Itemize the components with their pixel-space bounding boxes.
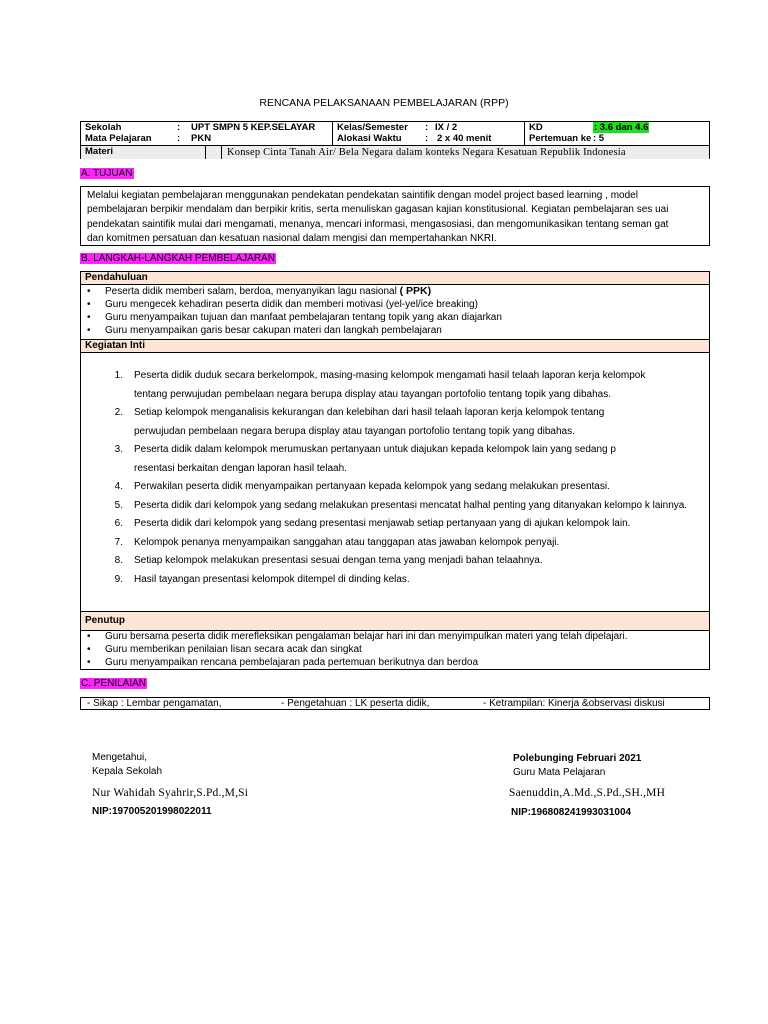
item-text: Peserta didik dari kelompok yang sedang melakukan presentasi mencatat halhal penting yang ditanyakan kelompo k lainnya. [134,499,688,511]
materi-label: Materi [85,146,113,157]
tujuan-line: pembelajaran berpikir mendalam dan berpikir kritis, serta menuliskan gagasan kajian konstitusional. Kegiatan pembelajaran ses uai [87,204,669,216]
signature-right [513,752,641,780]
penilaian-pengetahuan: - Pengetahuan : LK peserta didik, [281,698,430,709]
item-text: Perwakilan peserta didik menyampaikan pertanyaan kepada kelompok yang sedang melakukan presentasi. [134,481,610,492]
item-number: 3. [114,444,123,455]
mapel-colon: : [177,133,181,144]
principal-nip: NIP:197005201998022011 [92,806,212,817]
penutup-list [81,630,701,669]
tujuan-line: Melalui kegiatan pembelajaran menggunakan pendekatan pendekatan saintifik dengan model project based learning , model [87,190,638,201]
signature-left [92,751,162,779]
kd-value: : 3.6 dan 4.6 [594,122,649,133]
item-number: 9. [114,573,123,585]
tujuan-heading: A. TUJUAN [81,168,133,179]
list-item: • Guru menyampaikan rencana pembelajaran pada pertemuan berikutnya dan berdoa [81,656,701,669]
pendahuluan-list [81,285,701,337]
column-divider [524,122,525,145]
item-number: 4. [114,481,123,492]
kegiatan-inti-header: Kegiatan Inti [81,339,709,353]
item-number: 1. [114,370,123,381]
sekolah-colon: : [177,122,181,133]
item-number: 6. [114,518,123,529]
penilaian-sikap: - Sikap : Lembar pengamatan, [87,698,222,709]
pendahuluan-header: Pendahuluan [81,271,709,285]
item-number: 2. [114,407,123,418]
teacher-name: Saenuddin,A.Md.,S.Pd.,SH.,MH [509,787,666,799]
langkah-box [80,271,710,670]
materi-colon-cell [205,146,222,159]
penutup-header: Penutup [81,611,709,631]
list-item: • Peserta didik memberi salam, berdoa, menyanyikan lagu nasional ( PPK) [81,285,701,298]
column-divider [332,122,333,145]
mapel-label: Mata Pelajaran [85,133,152,144]
penilaian-keterampilan: - Ketrampilan: Kinerja &observasi diskusi [483,698,665,709]
list-item: • Guru memberikan penilaian lisan secara acak dan singkat [81,643,701,656]
ppk-tag: ( PPK) [399,285,432,297]
mapel-value: PKN [191,133,212,144]
tujuan-box [80,186,710,246]
list-item: • Guru menyampaikan tujuan dan manfaat pembelajaran tentang topik yang akan diajarkan [81,311,701,324]
alokasi-colon: : [425,133,429,144]
kd-label: KD [529,122,543,133]
item-text: Hasil tayangan presentasi kelompok ditempel di dinding kelas. [134,573,410,585]
penilaian-heading: C. PENILAIAN [81,678,147,689]
item-text: Setiap kelompok melakukan presentasi sesuai dengan tema yang menjadi bahan telaahnya. [134,555,543,566]
item-text: Peserta didik duduk secara berkelompok, masing-masing kelompok mengamati hasil telaah laporan kerja kelompok [134,370,646,381]
sign-right-line2: Guru Mata Pelajaran [513,767,606,778]
item-number: 8. [114,555,123,566]
tujuan-line: pendekatan saintifik mulai dari mengamati, menanya, mencari informasi, mengasosiasi, dan mengomunikasikan tentang seman gat [87,218,669,230]
alokasi-label: Alokasi Waktu [337,133,402,144]
item-text: Peserta didik dalam kelompok merumuskan pertanyaan untuk diajukan kepada kelompok lain yang sedang p [134,444,616,455]
pertemuan-label: Pertemuan ke [529,133,592,144]
item-text: resentasi berkaitan dengan laporan hasil telaah. [134,462,347,474]
pertemuan-value: : 5 [593,133,605,144]
item-text: Kelompok penanya menyampaikan sanggahan atau tanggapan atas jawaban kelompok penyaji. [134,536,560,548]
kelas-label: Kelas/Semester [337,122,408,133]
identity-table [80,121,710,159]
item-text: Setiap kelompok menganalisis kekurangan dan kelebihan dari hasil telaah laporan kerja kelompok tentang [134,407,605,418]
sign-left-line1: Mengetahui, [92,752,148,763]
principal-name: Nur Wahidah Syahrir,S.Pd.,M,Si [92,787,249,799]
penilaian-box [80,697,710,710]
sekolah-value: UPT SMPN 5 KEP.SELAYAR [191,122,316,133]
list-item: • Guru mengecek kehadiran peserta didik dan memberi motivasi (yel-yel/ice breaking) [81,298,701,311]
alokasi-value: 2 x 40 menit [437,133,492,144]
list-item: • Guru menyampaikan garis besar cakupan materi dan langkah pembelajaran [81,324,701,337]
item-text: perwujudan pembelaan negara berupa display atau tayangan portofolio tentang topik yang dibahas. [134,425,575,437]
langkah-heading: B. LANGKAH-LANGKAH PEMBELAJARAN [81,253,275,264]
item-text: tentang perwujudan pembelaan negara berupa display atau tayangan portofolio tentang topik yang dibahas. [134,388,612,400]
document-title: RENCANA PELAKSANAAN PEMBELAJARAN (RPP) [259,97,509,109]
item-text: Peserta didik dari kelompok yang sedang presentasi menjawab setiap pertanyaan yang di ajukan kelompok lain. [134,518,631,529]
materi-value: Konsep Cinta Tanah Air/ Bela Negara dalam konteks Negara Kesatuan Republik Indonesia [227,147,626,158]
tujuan-line: dan komitmen persatuan dan kesatuan nasional dalam mengisi dan mempertahankan NKRI. [87,232,497,244]
kelas-value: IX / 2 [435,122,458,133]
sign-right-line1: Polebunging Februari 2021 [513,753,642,764]
sign-left-line2: Kepala Sekolah [92,766,163,777]
teacher-nip: NIP:196808241993031004 [511,807,632,818]
list-item: • Guru bersama peserta didik merefleksikan pengalaman belajar hari ini dan menyimpulkan materi yang telah dipelajari. [81,630,701,643]
item-number: 7. [114,536,123,548]
item-number: 5. [114,499,123,511]
sekolah-label: Sekolah [85,122,122,133]
kelas-colon: : [425,122,429,133]
